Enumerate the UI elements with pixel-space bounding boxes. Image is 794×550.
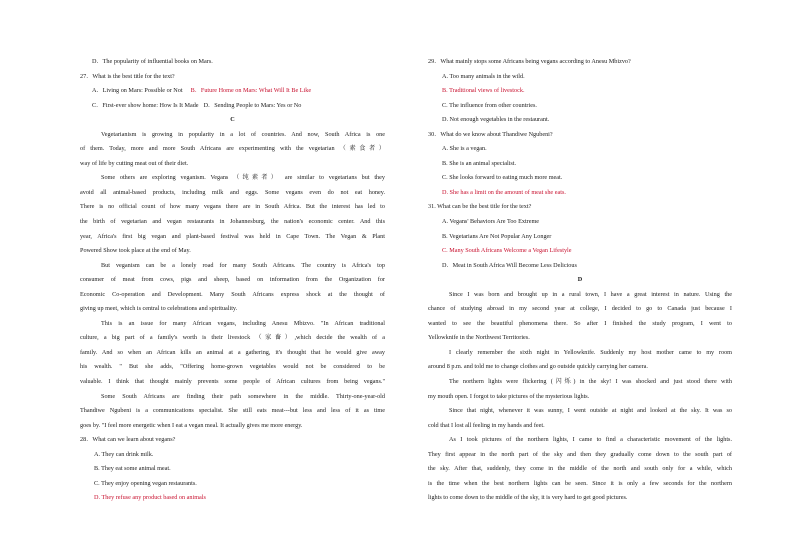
passage-c-line: culture, a big part of a family's worth is their livestock （家畜）,which decide the wealth of a xyxy=(80,334,385,342)
passage-d-line: my mouth open. I forgot to take pictures of the mysterious lights. xyxy=(428,392,590,400)
passage-c-line: family. And so when an African kills an animal at a gathering, it's thought that he would give away xyxy=(80,348,385,356)
passage-c-line: Economic Co-operation and Development. Many South Africans express shock at the thought of xyxy=(80,290,385,298)
q29-option-c: C. The influence from other countries. xyxy=(442,101,537,109)
passage-d-line: Yellowknife in the Northwest Territories. xyxy=(428,334,530,342)
q27-options-cd xyxy=(80,99,385,114)
q29-option-d: D. Not enough vegetables in the restaurant. xyxy=(442,116,550,124)
q29-option-a: A. Too many animals in the wild. xyxy=(442,72,525,80)
passage-c-line: Vegetarianism is growing in popularity in a lot of countries. And now, South Africa is one xyxy=(101,130,385,138)
q31-option-d: D．Meat in South Africa Will Become Less Delicious xyxy=(442,261,577,269)
left-column xyxy=(80,55,385,506)
q28-option-d-answer: D. They refuse any product based on animals xyxy=(94,494,206,502)
passage-c-line: goes by. "I feel more energetic when I eat a vegan meal. It actually gives me more energy. xyxy=(80,421,303,429)
q27-option-b-answer: B．Future Home on Mars: What Will It Be Like xyxy=(190,87,312,95)
passage-c-line: the birth of vegetarian and vegan restaurants in Johannesburg, the nation's economic center. And this xyxy=(80,218,385,226)
passage-d-line: Since I was born and brought up in a rural town, I have a great interest in nature. Using the xyxy=(449,290,732,298)
q27-option-d: D．Sending People to Mars: Yes or No xyxy=(203,101,302,109)
section-c-heading: C xyxy=(230,116,235,124)
passage-c-line: year, Africa's first big vegan and plant-based festival was held in Cape Town. The Vegan & Plant xyxy=(80,232,385,240)
passage-d-line: chance of studying abroad in my second year at college, I decided to go to Canada just because I xyxy=(428,305,732,313)
passage-c-line: There is no official count of how many vegans there are in South Africa. But the interest has led to xyxy=(80,203,385,211)
q31-option-c-answer: C. Many South Africans Welcome a Vegan Lifestyle xyxy=(442,247,572,255)
q28-option-b: B. They eat some animal meat. xyxy=(94,465,171,473)
q31-stem: 31. What can be the best title for the text? xyxy=(428,203,532,211)
q27-options-ab xyxy=(80,84,385,99)
passage-c-line: But veganism can be a lonely road for many South Africans. The country is Africa's top xyxy=(101,261,385,269)
passage-c-line: Powered Show took place at the end of May. xyxy=(80,247,191,255)
passage-c-line: way of life by cutting meat out of their diet. xyxy=(80,159,189,167)
passage-c-line: Thandiwe Ngubeni is a communications specialist. She still eats meat---but less and less of it as time xyxy=(80,407,385,415)
passage-c-line: giving up meet, which is central to celebrations and spirituality. xyxy=(80,305,238,313)
q30-option-d-answer: D. She has a limit on the amount of meat she eats. xyxy=(442,188,566,196)
passage-c-line: of them. Today, more and more South Africans are experimenting with the vegetarian （素食者） xyxy=(80,145,385,153)
passage-d-line: They first appear in the north part of the sky and then they gradually come down to the south part of xyxy=(428,450,732,458)
q27-option-c: C．First-ever show home: How Is It Made xyxy=(92,101,199,109)
passage-d-line: The northern lights were flickering (闪烁) in the sky! I was shocked and just stood there with xyxy=(449,378,732,386)
passage-c-line: Some South Africans are finding their path somewhere in the middle. Thirty-one-year-old xyxy=(101,392,385,400)
q30-option-a: A. She is a vegan. xyxy=(442,145,487,153)
q27-stem: 27．What is the best title for the text? xyxy=(80,72,175,80)
passage-d-line: around 8 p.m. and told me to change clothes and go outside quickly carrying her camera. xyxy=(428,363,648,371)
q28-stem: 28．What can we learn about vegans? xyxy=(80,436,176,444)
passage-d-line: lights to come down to the middle of the sky, it is very hard to get good pictures. xyxy=(428,494,628,502)
q30-stem: 30．What do we know about Thandiwe Ngubeni? xyxy=(428,130,553,138)
q31-option-a: A. Vegans' Behaviors Are Too Extreme xyxy=(442,218,540,226)
right-column xyxy=(428,55,732,506)
passage-d-line: Since that night, whenever it was sunny, I went outside at night and looked at the sky. It was so xyxy=(449,407,732,415)
passage-c-line: valuable. I think that thought mainly prevents some people of African cultures from being vegans." xyxy=(80,378,385,386)
q28-option-a: A. They can drink milk. xyxy=(94,450,154,458)
q30-option-b: B. She is an animal specialist. xyxy=(442,159,517,167)
passage-c-line: consumer of meat from cows, pigs and sheep, based on information from the Organization for xyxy=(80,276,385,284)
q27-option-a: A．Living on Mars: Possible or Not xyxy=(92,87,183,95)
passage-d-line: cold that I lost all feeling in my hands and feet. xyxy=(428,421,545,429)
passage-d-line: is the time when the best northern lights can be seen. Since it is only a few seconds for the northern xyxy=(428,479,732,487)
section-d-heading: D xyxy=(577,276,583,284)
passage-d-line: the sky. After that, suddenly, they come in the middle of the north and south only for a while, which xyxy=(428,465,732,473)
q29-stem: 29．What mainly stops some Africans being vegans according to Anesu Mbizvo? xyxy=(428,58,631,65)
passage-c-line: avoid all animal-based products, including milk and eggs. Some vegans even do not eat honey. xyxy=(80,188,385,196)
passage-c-line: his wealth. " But she adds, "Offering home-grown vegetables would not be considered to be xyxy=(80,363,385,371)
passage-d-line: wanted to see the beautiful phenomena there. So after I finished the study program, I went to xyxy=(428,319,732,327)
passage-c-line: This is an issue for many African vegans, including Anesu Mbizvo. "In African traditional xyxy=(101,319,385,327)
q31-option-b: B. Vegetarians Are Not Popular Any Longer xyxy=(442,232,552,240)
q29-option-b-answer: B. Traditional views of livestock. xyxy=(442,87,525,95)
passage-d-line: I clearly remember the sixth night in Yellowknife. Suddenly my host mother came to my room xyxy=(449,348,732,356)
passage-d-line: As I took pictures of the northern lights, I came to find a characteristic movement of the lights. xyxy=(449,436,732,444)
q28-option-c: C. They enjoy opening vegan restaurants. xyxy=(94,479,197,487)
passage-c-line: Some others are exploring veganism. Vegans （纯素者） are similar to vegetarians but they xyxy=(101,174,385,182)
q26-option-d: D．The popularity of influential books on Mars. xyxy=(92,58,213,65)
q30-option-c: C. She looks forward to eating much more meat. xyxy=(442,174,563,182)
